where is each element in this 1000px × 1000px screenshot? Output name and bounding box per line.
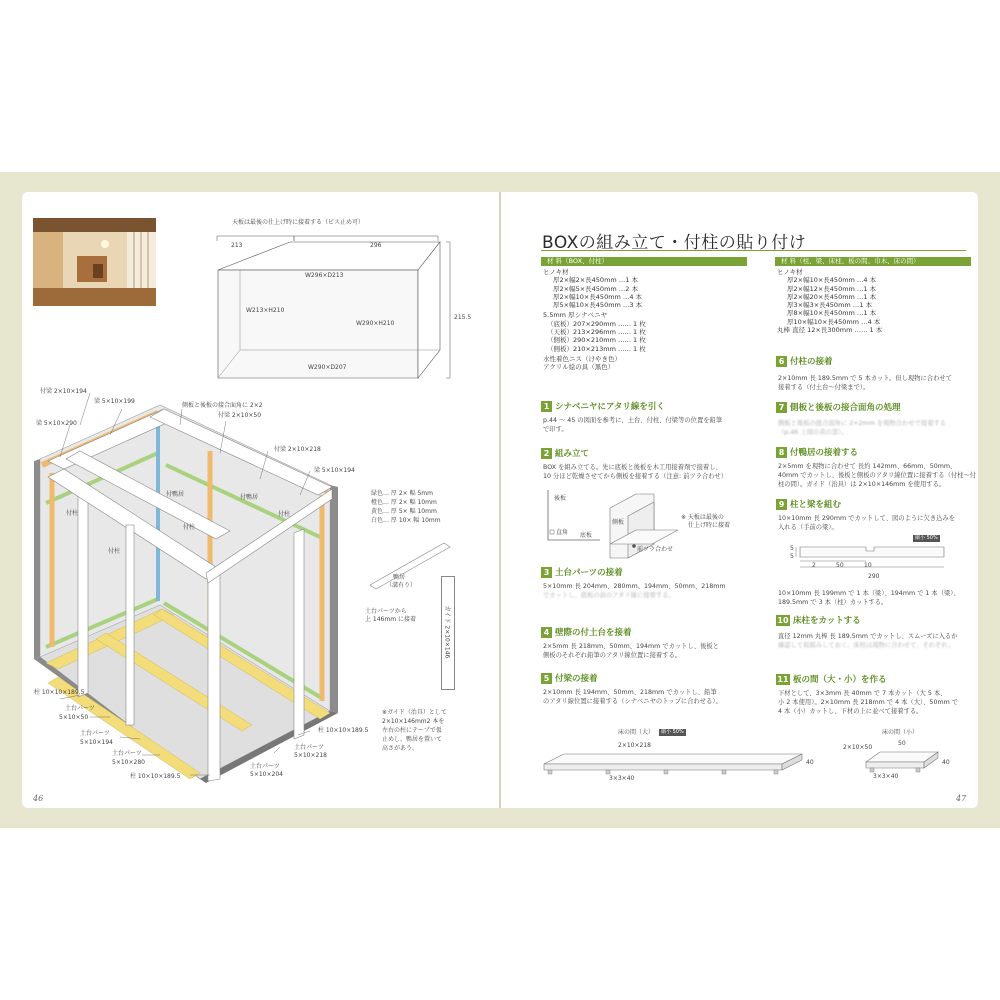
right-page-number: 47 [956,794,967,803]
guide-note-1: ※ガイド（治具）として [382,709,447,716]
step-9-text-3: 10×10mm 長 199mm で 1 本（梁）、194mm で 1 本（梁）、 [778,590,960,597]
step-5-heading [541,672,598,684]
frame-label-9: 付鴨居 [240,494,259,501]
guide-label: ガイド 2×10×146 [443,605,451,659]
step-10-text-1: 直径 12mm 丸棒 長 189.5mm でカットし、スムーズに入るか [778,633,958,640]
frame-label-5: 付梁 2×10×50 [218,412,262,419]
step-9-heading [776,498,841,510]
frame-label-16: 土台パーツ [80,730,110,737]
guide-note-5: 高さがあう。 [382,745,419,752]
step-11-number: 11 [777,674,789,684]
materials-parts-header: 材 料（柱、梁、床柱、板の間、巾木、床の間） [775,257,971,266]
mat1-line-2: 厚2×幅5×長450mm …2 本 [553,284,639,293]
legend-orange: 橙色… 厚 2× 幅 10mm [371,499,437,506]
step-9-text-2: 入れる（手前の梁）。 [778,524,838,531]
room-photo [33,218,156,306]
legend-green: 緑色… 厚 2× 幅 5mm [371,490,433,497]
mat2-line-2: 厚2×幅12×長450mm …1 本 [787,284,877,293]
step-9-number: 9 [776,499,787,510]
legend-yellow: 黄色… 厚 5× 幅 10mm [371,508,437,515]
step-2-text-1: BOX を組み立てる。先に底板と後板を木工用接着剤で接着し、 [543,464,722,471]
page-title: BOXの組み立て・付柱の貼り付け [542,233,807,253]
mat2-line-6: 厚10×幅10×長450mm …4 本 [787,317,881,326]
mat1-line-8: （側板）290×210mm …… 1 枚 [547,336,646,345]
box-dim-d: 296 [370,242,382,249]
beam-dim-1: 5 [790,545,794,552]
step-4-number: 4 [541,627,552,638]
floor-big-side-label: 40 [806,759,814,766]
frame-label-6: 付梁 2×10×218 [274,446,321,453]
step-7-text-1: 側板と後板の接合面角に 2×2mm を現物合わせで接着する [778,420,947,427]
step-4-title: 壁際の付土台を接着 [555,628,632,638]
step-10-heading [776,614,861,626]
box-dim-w: 213 [231,242,243,249]
step-2-number: 2 [541,448,552,459]
frame-label-4: 側板と後板の接合面角に 2×2 [182,402,263,409]
box-top-label: W296×D213 [305,272,344,279]
step-2-text-2: 10 分ほど乾燥させてから側板を接着する（注意: 前ツラ合わせ） [543,473,728,480]
step-6-text-2: 接着する（付土台〜付梁まで）。 [778,384,870,391]
step-11-text-2: 小 2 本使用）。2×10mm 長 218mm で 4 本（大）、50mm で [778,699,959,706]
step-9-text-1: 10×10mm 長 290mm でカットして、図のように欠き込みを [778,515,956,522]
step-5-number: 5 [541,673,552,684]
step-7-number: 7 [776,402,787,413]
guide-note-4: 止めし、鴨居を置いて [382,736,443,743]
beam-dim-4: 50 [836,562,844,569]
step-8-text-3: 柱の間）。ガイド（治具）は 2×10×146mm を使用する。 [778,481,946,488]
step-3-text-2: でカットし、底板の前のアタリ線に接着する。 [543,592,675,599]
beam-dim-3: 2 [812,562,816,569]
book-gutter [499,192,501,808]
floor-small-side-label: 40 [942,759,950,766]
materials-parts-list [777,268,882,334]
step-5-text-2: のアタリ線位置に接着する（シナベニヤのトップに合わせる）。 [543,698,722,705]
mat1-line-4: 厚5×幅10×長450mm …3 本 [553,301,643,310]
step-3-number: 3 [541,567,552,578]
step-8-title: 付鴨居の接着する [790,448,859,458]
step-6-title: 付柱の接着 [790,357,833,367]
guide-note-3: 左右の柱にテープで仮 [382,727,442,734]
frame-label-3: 梁 5×10×290 [36,420,77,427]
step2-side-label: 側板 [612,519,625,526]
step-5-title: 付梁の接着 [555,674,598,684]
frame-label-19: 柱 10×10×189.5 [318,727,369,734]
floor-big-under-label: 3×3×40 [609,775,635,782]
frame-label-8: 付鴨居 [166,491,185,498]
step-10-title: 床柱をカットする [793,616,861,626]
step-5-text-1: 2×10mm 長 194mm、50mm、218mm でカットし、鉛筆 [543,689,717,696]
step-6-text-1: 2×10mm 長 189.5mm で 5 本カット。但し現物に合わせて [778,375,952,382]
step2-back-label: 後板 [554,495,567,502]
step2-bottom-label: 底板 [580,532,593,539]
frame-label-10: 付柱 [66,510,79,517]
step-4-text-2: 側板のそれぞれ鉛筆のアタリ線位置に接着する。 [543,652,682,659]
dodai-note-1: 土台パーツから [365,608,407,615]
step-1-title: シナベニヤにアタリ線を引く [555,402,665,412]
box-top-note: 天板は最後の仕上げ時に接着する（ビス止め可） [232,219,365,226]
frame-label-17: 土台パーツ [112,750,142,757]
mat2-line-4: 厚3×幅3×長450mm …1 本 [787,301,873,310]
frame-label-2: 梁 5×10×199 [94,398,135,405]
floor-small-title: 床の間（小） [882,729,919,736]
frame-label-18: 柱 10×10×189.5 [130,773,181,780]
mat1-line-1: 厚2×幅2×長450mm …1 本 [553,276,639,285]
room-photo-drawing [33,218,156,306]
step-8-number: 8 [776,447,787,458]
step-8-text-1: 2×5mm を現物に合わせて 長約 142mm、66mm、50mm、 [778,463,957,470]
step-11-text-1: 下材として、3×3mm 長 40mm で 7 本カット（大 5 本、 [778,690,947,697]
frame-drawing [30,395,350,795]
step-4-heading [541,626,632,638]
frame-label-14: 柱 10×10×189.5 [34,689,85,696]
frame-label-17b: 5×10×280 [112,759,145,766]
step-11-title: 板の間（大・小）を作る [793,675,887,685]
step-1-text-1: p.44 〜 45 の図面を参考に、土台、付柱、付梁等の位置を鉛筆 [543,417,723,424]
beam-dim-6: 290 [868,573,880,580]
mat2-line-5: 厚8×幅10×長450mm …1 本 [787,309,877,318]
step-9-text-4: 189.5mm で 3 本（柱）カットする。 [778,599,888,606]
floor-big-title: 床の間（大） [618,729,655,736]
floor-big-drawing [540,752,810,782]
mat1-line-5: 5.5mm 厚シナベニヤ [543,311,608,320]
step-8-text-2: 40mm でカットし、後板と側板のアタリ線位置に接着する（付柱〜付 [778,472,977,479]
step-2-heading [541,447,589,459]
frame-label-13: 付柱 [183,524,196,531]
step-7-heading [776,401,901,413]
step-9-title: 柱と梁を組む [790,500,842,510]
box-side-left-label: W213×H210 [246,307,285,314]
frame-label-16b: 5×10×194 [80,739,113,746]
left-page-number: 46 [33,794,44,803]
mat1-line-6: （底板）207×290mm …… 1 枚 [547,319,646,328]
beam-dim-5: 10 [864,562,872,569]
floor-small-top-label: 2×10×50 [843,744,873,751]
beam-dim-2: 5 [790,553,794,560]
step-3-title: 土台パーツの接着 [555,568,623,578]
step-11-text-3: 4 本（小）カットし、下材の上に並べて接着する。 [778,708,923,715]
mat1-line-9: （側板）210×213mm …… 1 枚 [547,344,646,353]
frame-label-15b: 5×10×50 [59,714,89,721]
step-10-text-2: 確認して仮組みしておく。床柱は現物に合わせて、それぞれ。 [778,642,955,649]
box-dim-h: 215.5 [454,314,472,321]
step-3-text-1: 5×10mm 長 204mm、280mm、194mm、50mm、218mm [543,583,726,590]
step-10-number: 10 [777,615,789,625]
frame-label-21b: 5×10×204 [250,771,283,778]
frame-label-7: 梁 5×10×194 [314,467,355,474]
mat2-line-7: 丸棒 直径 12×長300mm …… 1 本 [777,326,883,335]
step2-note-1: ※ 天板は最後の [681,514,724,521]
mat2-line-0: ヒノキ材 [777,268,803,276]
mat2-line-1: 厚2×幅10×長450mm …4 本 [787,276,877,285]
mat1-line-0: ヒノキ材 [543,268,569,276]
mat1-line-7: （天板）213×296mm …… 1 枚 [547,328,646,337]
floor-small-width: 50 [898,740,906,747]
dodai-note-2: 上 146mm に接着 [365,616,416,623]
step2-note-2: 仕上げ時に接着 [688,522,731,529]
box-bottom-label: W290×D207 [308,364,347,371]
step-6-heading [776,355,833,367]
floor-big-scale-badge: 縮小 50% [661,729,684,735]
legend-white: 白色… 厚 10× 幅 10mm [371,517,441,524]
mat2-line-3: 厚2×幅20×長450mm …1 本 [787,292,877,301]
mat1-line-11: アクリル絵の具（黒色） [543,363,615,372]
step-11-heading [776,673,887,685]
step2-corner-label: 直角 [556,529,569,536]
step-4-text-1: 2×5mm 長 218mm、50mm、194mm でカットし、後板と [543,643,719,650]
step-1-number: 1 [541,401,552,412]
frame-label-20: 土台パーツ [294,744,324,751]
kamoi-label-groove: （溝有り） [386,582,417,589]
frame-label-12: 付柱 [108,548,121,555]
materials-box-list [543,268,646,372]
step2-flush-label: 前ツラ合わせ [637,546,674,553]
mat1-line-3: 厚2×幅10×長450mm …4 本 [553,292,643,301]
frame-label-1: 付梁 2×10×194 [40,388,87,395]
guide-note-2: 2×10×146mm2 本を [382,718,445,725]
step-1-text-2: で印す。 [543,426,568,433]
step-7-title: 側板と後板の接合面角の処理 [790,403,901,413]
step-7-text-2: （p.46 上図の黄の部）。 [778,429,848,436]
floor-big-top-label: 2×10×218 [618,742,651,749]
frame-label-15: 土台パーツ [65,705,95,712]
frame-label-20b: 5×10×218 [294,752,327,759]
step-1-heading [541,400,665,412]
materials-box-header: 材 料（BOX、付柱） [541,257,747,266]
frame-label-21: 土台パーツ [250,763,280,770]
step-6-number: 6 [776,356,787,367]
frame-label-11: 付柱 [278,511,291,518]
floor-small-under-label: 3×3×40 [873,773,899,780]
step-3-heading [541,566,623,578]
kamoi-label: 鴨居 [393,574,406,581]
mat1-line-10: 水性着色ニス（けやき色） [543,354,621,363]
step-8-heading [776,446,858,458]
beam-scale-badge: 縮小 50% [915,535,938,541]
box-side-back-label: W290×H210 [356,320,395,327]
step-2-title: 組み立て [555,449,590,459]
